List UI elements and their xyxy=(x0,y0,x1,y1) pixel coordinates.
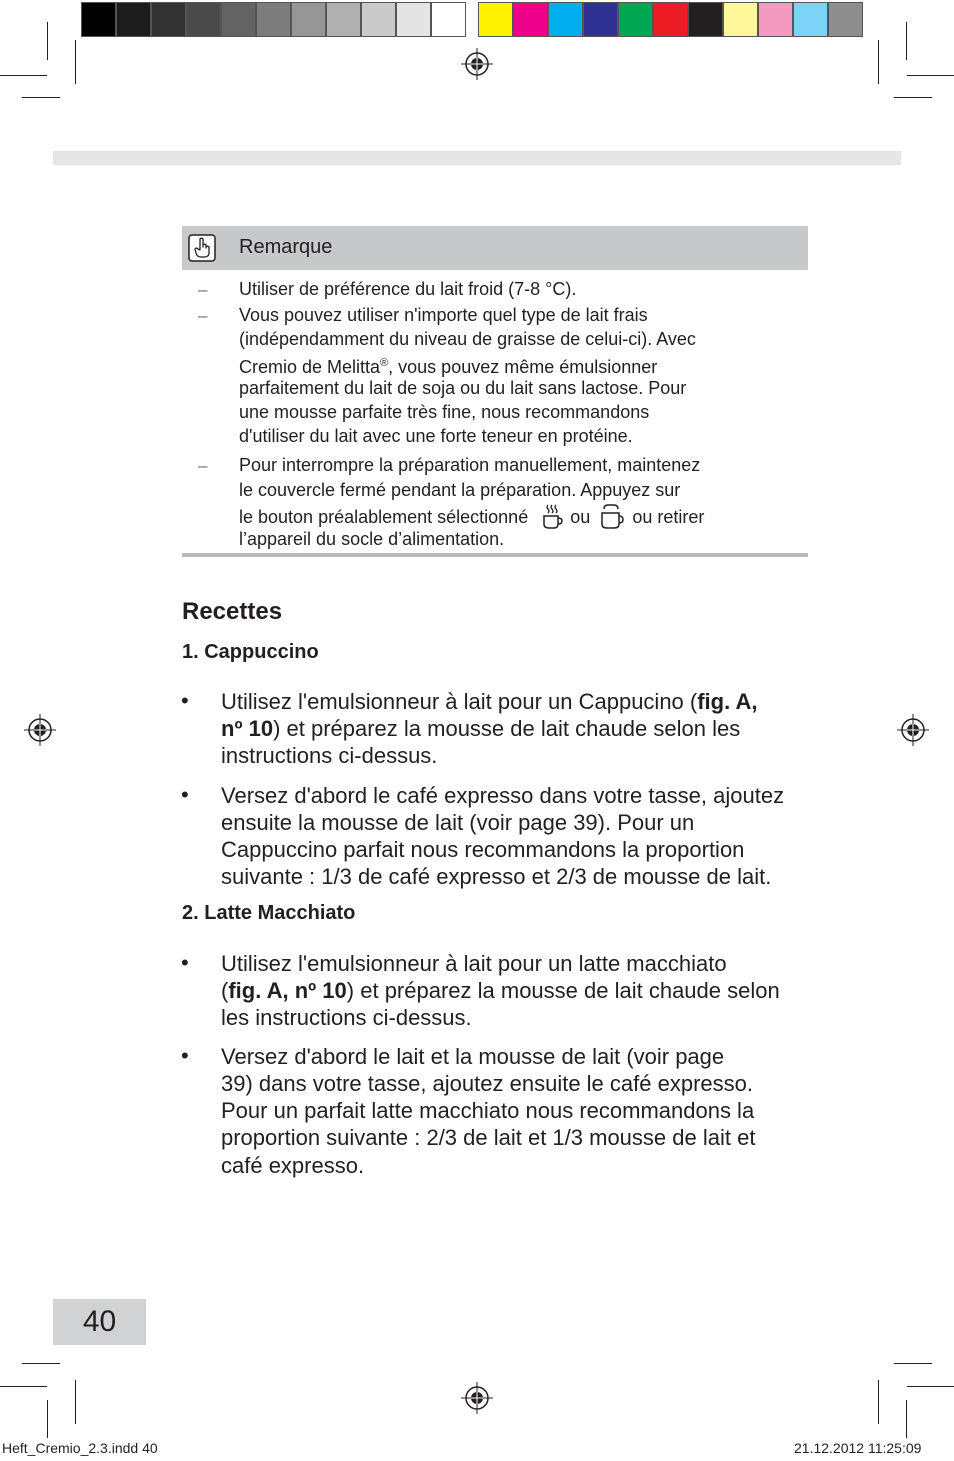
gray-swatch xyxy=(291,2,326,37)
color-swatch xyxy=(793,2,828,37)
note-item-3-line: le couvercle fermé pendant la préparation. Appuyez sur xyxy=(239,480,681,500)
bullet: • xyxy=(181,1043,189,1068)
section-heading: Recettes xyxy=(182,598,283,625)
gray-swatch xyxy=(221,2,256,37)
bullet: • xyxy=(181,782,189,807)
color-swatch xyxy=(618,2,653,37)
latte-step-1-line: (fig. A, nº 10) et préparez la mousse de lait chaude selon xyxy=(221,978,780,1003)
registration-mark-icon xyxy=(461,1382,493,1414)
color-swatch xyxy=(723,2,758,37)
note-item-1: Utiliser de préférence du lait froid (7-8 °C). xyxy=(239,279,577,299)
color-swatch xyxy=(583,2,618,37)
color-swatch xyxy=(478,2,513,37)
dash-bullet: – xyxy=(198,306,208,325)
color-swatch xyxy=(653,2,688,37)
note-title: Remarque xyxy=(239,236,333,258)
note-bottom-rule xyxy=(182,553,808,557)
gray-swatch xyxy=(256,2,291,37)
note-item-3-line: le bouton préalablement sélectionné ou ou retirer xyxy=(239,503,704,529)
slug-filename: Heft_Cremio_2.3.indd 40 xyxy=(2,1440,158,1456)
gray-swatch xyxy=(186,2,221,37)
note-item-2-line: (indépendamment du niveau de graisse de celui-ci). Avec xyxy=(239,329,696,349)
gray-swatch xyxy=(326,2,361,37)
cappuccino-step-1-line: instructions ci-dessus. xyxy=(221,743,438,768)
gray-swatch xyxy=(361,2,396,37)
cappuccino-step-2-line: suivante : 1/3 de café expresso et 2/3 de mousse de lait. xyxy=(221,864,772,889)
registration-mark-icon xyxy=(24,714,56,746)
latte-step-1-line: Utilisez l'emulsionneur à lait pour un latte macchiato xyxy=(221,951,727,976)
hot-froth-cup-icon xyxy=(541,503,563,529)
cappuccino-step-2-line: ensuite la mousse de lait (voir page 39). Pour un xyxy=(221,810,695,835)
latte-step-1-line: les instructions ci-dessus. xyxy=(221,1005,472,1030)
note-item-2-line: Cremio de Melitta®, vous pouvez même émulsionner xyxy=(239,357,658,377)
color-swatch xyxy=(828,2,863,37)
color-swatch xyxy=(688,2,723,37)
note-item-3-line: Pour interrompre la préparation manuellement, maintenez xyxy=(239,455,701,475)
gray-swatch xyxy=(116,2,151,37)
dash-bullet: – xyxy=(198,456,208,475)
cold-froth-cup-icon xyxy=(599,503,625,529)
header-strip xyxy=(53,151,901,165)
bullet: • xyxy=(181,688,189,713)
latte-step-2-line: 39) dans votre tasse, ajoutez ensuite le café expresso. xyxy=(221,1071,753,1096)
bullet: • xyxy=(181,950,189,975)
dash-bullet: – xyxy=(198,280,208,299)
gray-swatch xyxy=(431,2,466,37)
page-number: 40 xyxy=(82,1305,117,1338)
color-calibration-bar xyxy=(81,2,873,37)
note-item-2-line: Vous pouvez utiliser n'importe quel type de lait frais xyxy=(239,305,648,325)
slug-datetime: 21.12.2012 11:25:09 xyxy=(794,1440,922,1456)
hand-point-up-icon xyxy=(188,234,216,262)
cappuccino-step-1-line: nº 10) et préparez la mousse de lait chaude selon les xyxy=(221,716,741,741)
color-swatch xyxy=(758,2,793,37)
cappuccino-step-2-line: Cappuccino parfait nous recommandons la proportion xyxy=(221,837,745,862)
gray-swatch xyxy=(151,2,186,37)
note-item-2-line: une mousse parfaite très fine, nous recommandons xyxy=(239,402,650,422)
gray-swatch xyxy=(81,2,116,37)
note-item-2-line: parfaitement du lait de soja ou du lait sans lactose. Pour xyxy=(239,378,687,398)
color-swatch xyxy=(548,2,583,37)
registration-mark-icon xyxy=(897,714,929,746)
note-item-2-line: d'utiliser du lait avec une forte teneur en protéine. xyxy=(239,426,633,446)
registration-mark-icon xyxy=(461,48,493,80)
note-item-3-line: l’appareil du socle d’alimentation. xyxy=(239,529,505,549)
cappuccino-step-2-line: Versez d'abord le café expresso dans votre tasse, ajoutez xyxy=(221,783,785,808)
latte-step-2-line: Pour un parfait latte macchiato nous recommandons la xyxy=(221,1098,755,1123)
latte-step-2-line: café expresso. xyxy=(221,1153,365,1178)
latte-step-2-line: proportion suivante : 2/3 de lait et 1/3 mousse de lait et xyxy=(221,1125,756,1150)
recipe-title-cappuccino: 1. Cappuccino xyxy=(182,641,319,663)
latte-step-2-line: Versez d'abord le lait et la mousse de lait (voir page xyxy=(221,1044,725,1069)
color-swatch xyxy=(513,2,548,37)
recipe-title-latte-macchiato: 2. Latte Macchiato xyxy=(182,902,356,924)
gray-swatch xyxy=(396,2,431,37)
cappuccino-step-1-line: Utilisez l'emulsionneur à lait pour un Cappucino (fig. A, xyxy=(221,689,758,714)
